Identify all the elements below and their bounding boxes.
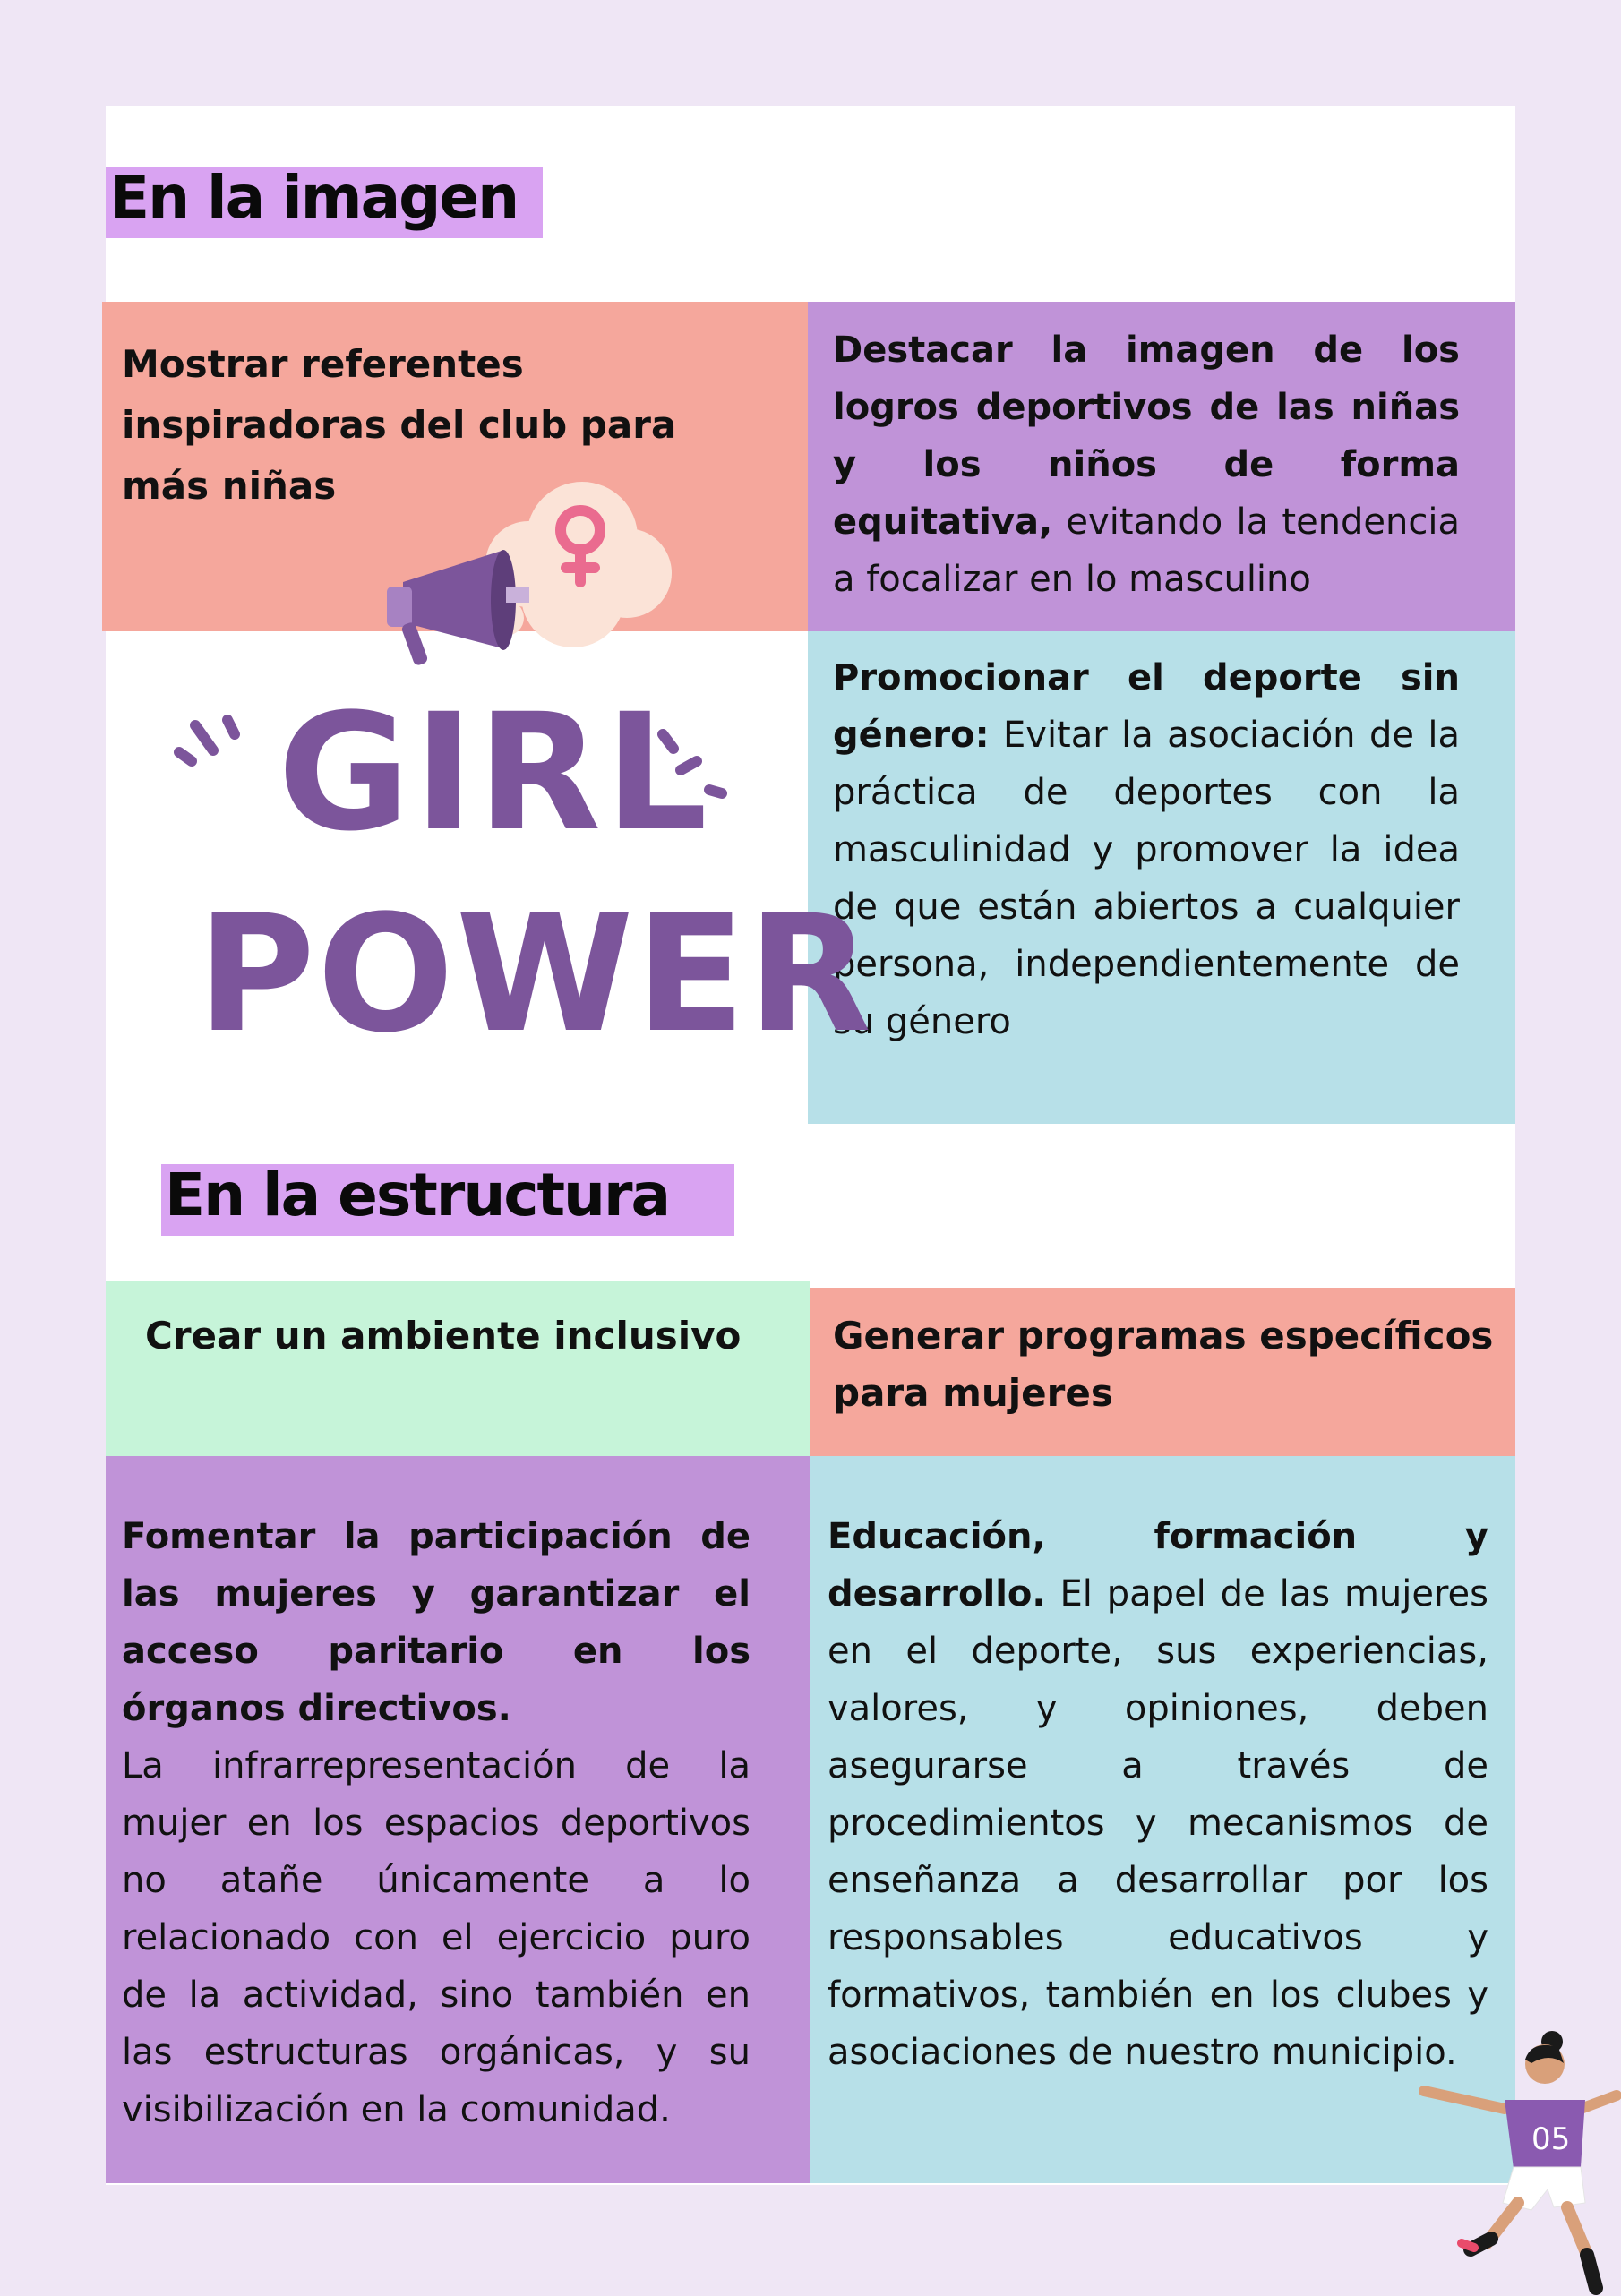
card-fomentar-bold: Fomentar la participación de las mujeres y garantizar el acceso paritario en los órganos directivos.	[122, 1516, 750, 1729]
card-inclusivo-text: Crear un ambiente inclusivo	[145, 1314, 742, 1358]
girl-power-illustration	[152, 466, 874, 1075]
card-destacar-bold: Destacar la imagen de los logros deportivos de las niñas y los niños de forma equitativa,	[833, 330, 1460, 543]
card-destacar-text	[833, 321, 1460, 608]
power-word: POWER	[197, 881, 874, 1068]
card-programas-text: Generar programas específicos para mujeres	[833, 1314, 1494, 1415]
card-educacion-text	[828, 1508, 1488, 2081]
megaphone-icon	[387, 550, 529, 666]
section-heading-imagen: En la imagen	[106, 167, 543, 238]
card-educacion-rest: El papel de las mujeres en el deporte, sus experiencias, valores, y opiniones, deben asegurarse a través de procedimientos y mecanismos de enseñanza a desarrollar por los responsables educativos y formativos, también en los clubes y asociaciones de nuestro municipio.	[828, 1573, 1488, 2073]
spark-lines-left-icon	[179, 720, 235, 761]
card-programas	[810, 1288, 1515, 1456]
card-educacion-bold: Educación, formación y desarrollo.	[828, 1516, 1488, 1615]
card-destacar	[808, 302, 1515, 631]
card-promocionar	[808, 631, 1515, 1124]
jersey-number: 05	[1531, 2121, 1571, 2157]
girl-word: GIRL	[278, 680, 712, 867]
card-fomentar	[106, 1456, 810, 2183]
card-promocionar-rest: Evitar la asociación de la práctica de deportes con la masculinidad y promover la idea de que están abiertos a cualquier persona, independientemente de su género	[833, 715, 1460, 1042]
card-fomentar-text	[122, 1508, 750, 2138]
soccer-player-illustration	[1397, 2024, 1621, 2292]
card-fomentar-rest: La infrarrepresentación de la mujer en los espacios deportivos no atañe únicamente a lo relacionado con el ejercicio puro de la actividad, sino también en las estructuras orgánicas, y su visibilización en la comunidad.	[122, 1745, 750, 2130]
section-heading-estructura: En la estructura	[161, 1164, 734, 1236]
card-destacar-rest: evitando la tendencia a focalizar en lo masculino	[833, 501, 1460, 600]
card-inclusivo	[106, 1281, 810, 1456]
card-promocionar-text	[833, 649, 1460, 1050]
card-referentes-text: Mostrar referentes inspiradoras del club para más niñas	[122, 342, 677, 508]
card-promocionar-bold: Promocionar el deporte sin género:	[833, 657, 1460, 756]
